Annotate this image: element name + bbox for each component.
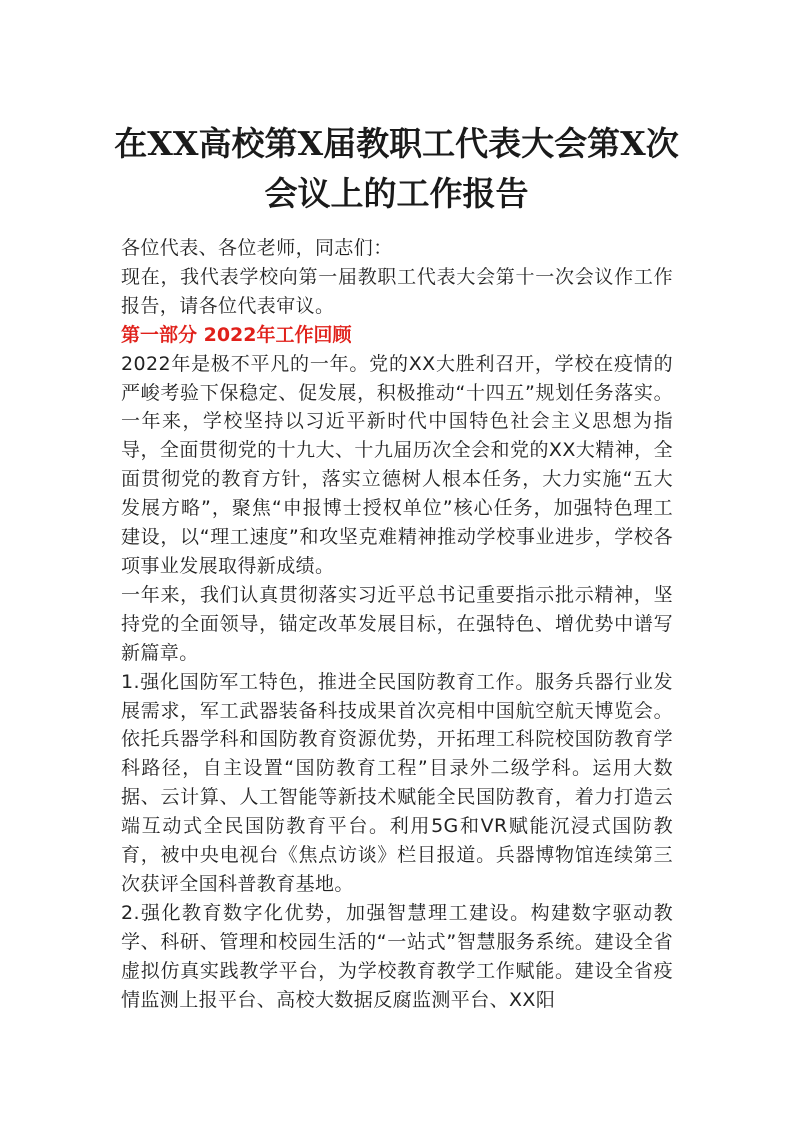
body-paragraph: 一年来，我们认真贯彻落实习近平总书记重要指示批示精神，坚持党的全面领导，锚定改革发展目标，在强特色、增优势中谱写新篇章。 bbox=[121, 583, 673, 664]
salutation: 各位代表、各位老师，同志们： bbox=[121, 237, 393, 259]
intro-paragraph: 现在，我代表学校向第一届教职工代表大会第十一次会议作工作报告，请各位代表审议。 bbox=[121, 265, 673, 317]
document-title-line-2: 会议上的工作报告 bbox=[264, 174, 529, 213]
body-paragraph: 2.强化教育数字化优势，加强智慧理工建设。构建数字驱动教学、科研、管理和校园生活的“一站式”智慧服务系统。建设全省虚拟仿真实践教学平台，为学校教育教学工作赋能。建设全省疫情监测上报平台、高校大数据反腐监测平台、XX阳 bbox=[121, 901, 673, 1011]
section-heading: 第一部分 2022年工作回顾 bbox=[121, 323, 352, 346]
body-paragraph: 2022年是极不平凡的一年。党的XX大胜利召开，学校在疫情的严峻考验下保稳定、促发展，积极推动“十四五”规划任务落实。一年来，学校坚持以习近平新时代中国特色社会主义思想为指导，全面贯彻党的十九大、十九届历次全会和党的XX大精神，全面贯彻党的教育方针，落实立德树人根本任务，大力实施“五大发展方略”，聚焦“申报博士授权单位”核心任务，加强特色理工建设，以“理工速度”和攻坚克难精神推动学校事业进步，学校各项事业发展取得新成绩。 bbox=[121, 352, 673, 577]
document-title-line-1: 在XX高校第X届教职工代表大会第X次 bbox=[114, 124, 679, 163]
body-paragraph: 1.强化国防军工特色，推进全民国防教育工作。服务兵器行业发展需求，军工武器装备科技成果首次亮相中国航空航天博览会。依托兵器学科和国防教育资源优势，开拓理工科院校国防教育学科路径，自主设置“国防教育工程”目录外二级学科。运用大数据、云计算、人工智能等新技术赋能全民国防教育，着力打造云端互动式全民国防教育平台。利用5G和VR赋能沉浸式国防教育，被中央电视台《焦点访谈》栏目报道。兵器博物馆连续第三次获评全国科普教育基地。 bbox=[121, 670, 673, 895]
document-body bbox=[121, 234, 673, 1014]
